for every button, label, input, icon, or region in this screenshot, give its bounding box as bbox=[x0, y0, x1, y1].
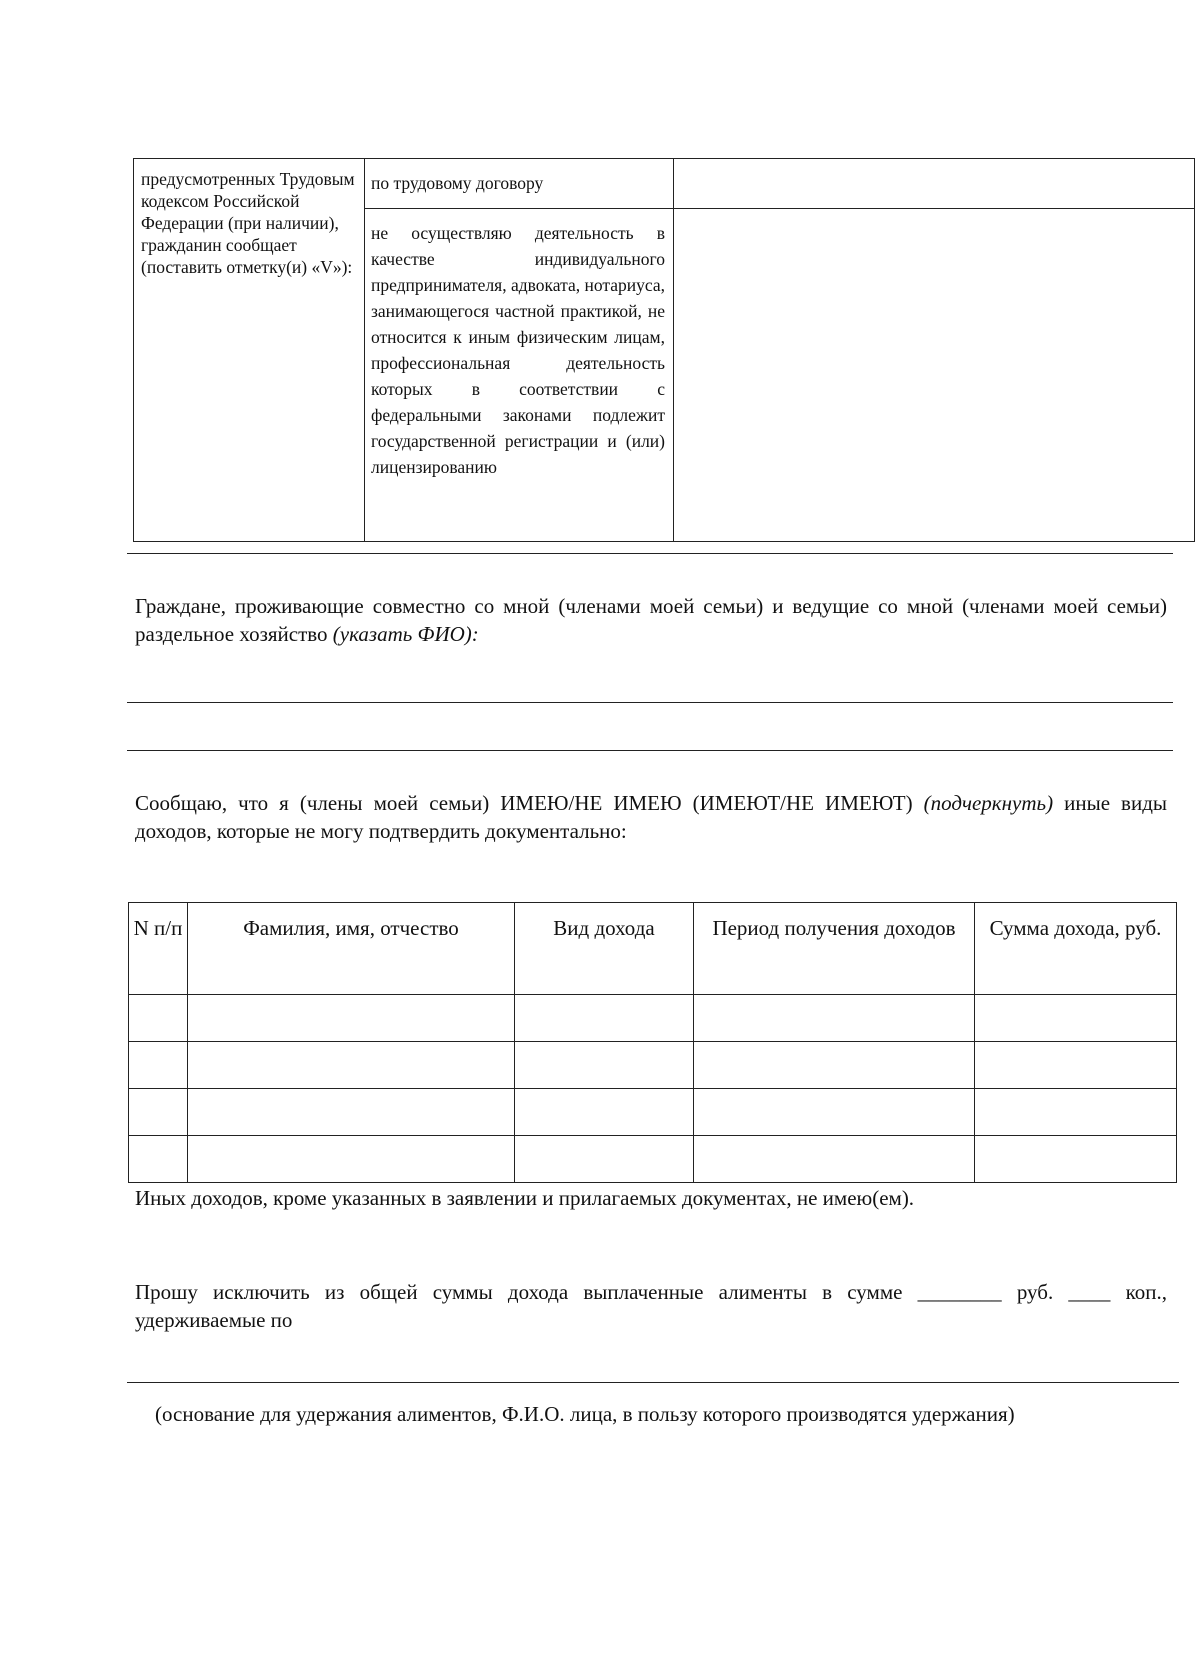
income-table bbox=[128, 902, 1177, 1183]
table-cell[interactable] bbox=[188, 1089, 515, 1136]
table-cell[interactable] bbox=[188, 1136, 515, 1183]
no-other-income-statement: Иных доходов, кроме указанных в заявлении и прилагаемых документах, не имею(ем). bbox=[135, 1186, 915, 1210]
other-income-hint: (подчеркнуть) bbox=[923, 791, 1054, 815]
table-row bbox=[129, 995, 1177, 1042]
table-cell[interactable] bbox=[515, 1042, 694, 1089]
table-cell[interactable] bbox=[975, 1136, 1177, 1183]
table-cell[interactable] bbox=[129, 1136, 188, 1183]
mark-cell-no-business[interactable] bbox=[675, 210, 1193, 540]
alimony-caption: (основание для удержания алиментов, Ф.И.О. лица, в пользу которого производятся удержания) bbox=[155, 1402, 1015, 1426]
option-no-business-activity: не осуществляю деятельность в качестве индивидуального предпринимателя, адвоката, нотариуса, занимающегося частной практикой, не относится к иным физическим лицам, профессиональная деятельность которых в соответствии с федеральными законами подлежит государственной регистрации и (или) лицензированию bbox=[371, 223, 665, 477]
column-divider bbox=[364, 158, 365, 542]
household-hint: (указать ФИО): bbox=[332, 622, 479, 646]
header-full-name: Фамилия, имя, отчество bbox=[188, 903, 515, 995]
table-cell[interactable] bbox=[515, 995, 694, 1042]
table-cell[interactable] bbox=[694, 1089, 975, 1136]
table-row bbox=[129, 1042, 1177, 1089]
header-number: N п/п bbox=[129, 903, 188, 995]
table-cell[interactable] bbox=[975, 1042, 1177, 1089]
table-row bbox=[129, 1136, 1177, 1183]
table-cell[interactable] bbox=[188, 1042, 515, 1089]
table-cell[interactable] bbox=[694, 1042, 975, 1089]
table-cell[interactable] bbox=[975, 1089, 1177, 1136]
alimony-paragraph: Прошу исключить из общей суммы дохода выплаченные алименты в сумме ________ руб. ____ коп., удерживаемые по bbox=[135, 1280, 1167, 1332]
table-cell[interactable] bbox=[694, 995, 975, 1042]
alimony-basis-fill-line[interactable] bbox=[127, 1382, 1179, 1383]
other-income-paragraph bbox=[135, 789, 1167, 845]
table-cell[interactable] bbox=[188, 995, 515, 1042]
table-cell[interactable] bbox=[694, 1136, 975, 1183]
table-row bbox=[129, 1089, 1177, 1136]
table-cell[interactable] bbox=[515, 1136, 694, 1183]
table-cell[interactable] bbox=[129, 995, 188, 1042]
row-divider bbox=[364, 208, 1195, 209]
other-income-text-2: иные виды доходов, которые не могу подтвердить документально: bbox=[135, 791, 1167, 843]
eligibility-table bbox=[133, 158, 1195, 542]
household-fill-line-2[interactable] bbox=[127, 750, 1173, 751]
header-income-period: Период получения доходов bbox=[694, 903, 975, 995]
option-employment-contract: по трудовому договору bbox=[371, 173, 544, 193]
mark-cell-employment[interactable] bbox=[675, 160, 1193, 207]
table-cell[interactable] bbox=[515, 1089, 694, 1136]
table-header-row bbox=[129, 903, 1177, 995]
table-left-text: предусмотренных Трудовым кодексом Российской Федерации (при наличии), гражданин сообщает (поставить отметку(и) «V»): bbox=[141, 169, 355, 277]
table-cell[interactable] bbox=[975, 995, 1177, 1042]
header-income-amount: Сумма дохода, руб. bbox=[975, 903, 1177, 995]
household-fill-line-1[interactable] bbox=[127, 702, 1173, 703]
column-divider bbox=[673, 158, 674, 542]
table-cell[interactable] bbox=[129, 1042, 188, 1089]
divider-line bbox=[127, 553, 1173, 554]
other-income-text: Сообщаю, что я (члены моей семьи) ИМЕЮ/НЕ ИМЕЮ (ИМЕЮТ/НЕ ИМЕЮТ) bbox=[135, 791, 913, 815]
header-income-type: Вид дохода bbox=[515, 903, 694, 995]
household-text: Граждане, проживающие совместно со мной (членами моей семьи) и ведущие со мной (членами моей семьи) раздельное хозяйство bbox=[135, 594, 1167, 646]
household-paragraph bbox=[135, 592, 1167, 648]
table-cell[interactable] bbox=[129, 1089, 188, 1136]
